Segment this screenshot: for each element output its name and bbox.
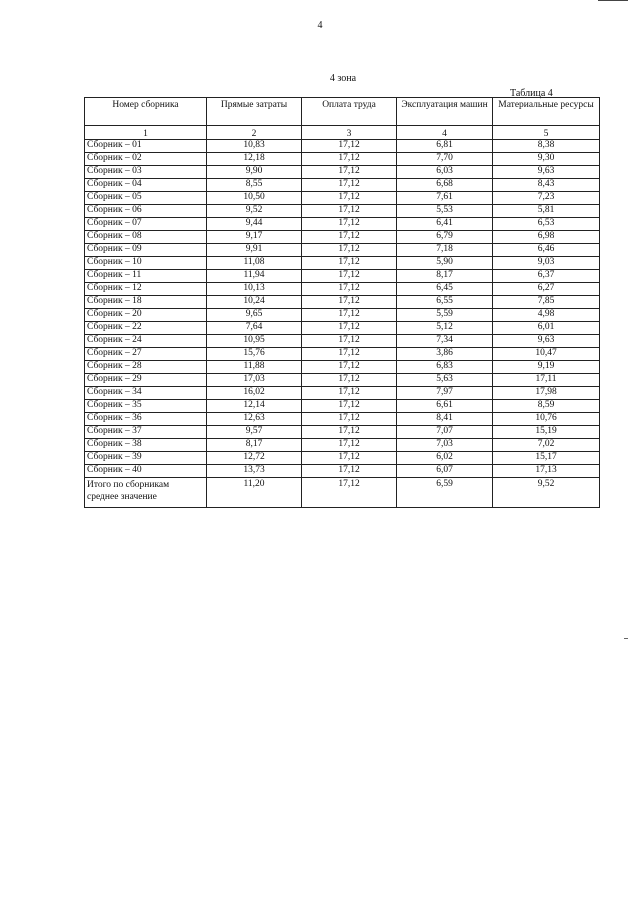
direct-costs-value: 11,08 [207, 257, 302, 270]
collection-name: Сборник – 02 [85, 153, 207, 166]
machine-operation-value: 8,17 [397, 270, 493, 283]
column-number: 3 [302, 126, 397, 140]
collection-name: Сборник – 34 [85, 387, 207, 400]
table-row [85, 374, 600, 387]
collection-name: Сборник – 35 [85, 400, 207, 413]
data-table [84, 97, 600, 508]
material-resources-value: 9,03 [493, 257, 600, 270]
column-number: 5 [493, 126, 600, 140]
machine-operation-value: 7,18 [397, 244, 493, 257]
labor-pay-value: 17,12 [302, 439, 397, 452]
labor-pay-value: 17,12 [302, 309, 397, 322]
machine-operation-value: 7,70 [397, 153, 493, 166]
labor-pay-value: 17,12 [302, 426, 397, 439]
column-number: 4 [397, 126, 493, 140]
material-resources-value: 9,63 [493, 166, 600, 179]
machine-operation-value: 7,61 [397, 192, 493, 205]
collection-name: Сборник – 28 [85, 361, 207, 374]
total-material-resources: 9,52 [493, 478, 600, 508]
column-number: 2 [207, 126, 302, 140]
labor-pay-value: 17,12 [302, 374, 397, 387]
direct-costs-value: 10,83 [207, 140, 302, 153]
column-number: 1 [85, 126, 207, 140]
labor-pay-value: 17,12 [302, 179, 397, 192]
direct-costs-value: 12,72 [207, 452, 302, 465]
labor-pay-value: 17,12 [302, 322, 397, 335]
collection-name: Сборник – 01 [85, 140, 207, 153]
labor-pay-value: 17,12 [302, 283, 397, 296]
material-resources-value: 5,81 [493, 205, 600, 218]
scan-corner-mark [598, 0, 628, 1]
table-row [85, 387, 600, 400]
machine-operation-value: 6,79 [397, 231, 493, 244]
table-row [85, 218, 600, 231]
machine-operation-value: 8,41 [397, 413, 493, 426]
total-row [85, 478, 600, 508]
machine-operation-value: 6,02 [397, 452, 493, 465]
table-row [85, 192, 600, 205]
machine-operation-value: 5,63 [397, 374, 493, 387]
labor-pay-value: 17,12 [302, 192, 397, 205]
machine-operation-value: 6,68 [397, 179, 493, 192]
header-direct-costs: Прямые затраты [207, 98, 302, 126]
collection-name: Сборник – 37 [85, 426, 207, 439]
header-material-resources: Материальные ресурсы [493, 98, 600, 126]
collection-name: Сборник – 09 [85, 244, 207, 257]
machine-operation-value: 3,86 [397, 348, 493, 361]
direct-costs-value: 12,63 [207, 413, 302, 426]
machine-operation-value: 5,12 [397, 322, 493, 335]
collection-name: Сборник – 07 [85, 218, 207, 231]
material-resources-value: 7,85 [493, 296, 600, 309]
table-row [85, 348, 600, 361]
material-resources-value: 7,23 [493, 192, 600, 205]
collection-name: Сборник – 04 [85, 179, 207, 192]
collection-name: Сборник – 12 [85, 283, 207, 296]
machine-operation-value: 6,81 [397, 140, 493, 153]
labor-pay-value: 17,12 [302, 270, 397, 283]
column-number-row [85, 126, 600, 140]
material-resources-value: 6,53 [493, 218, 600, 231]
labor-pay-value: 17,12 [302, 218, 397, 231]
collection-name: Сборник – 18 [85, 296, 207, 309]
total-machine-operation: 6,59 [397, 478, 493, 508]
direct-costs-value: 9,91 [207, 244, 302, 257]
direct-costs-value: 10,50 [207, 192, 302, 205]
total-labor-pay: 17,12 [302, 478, 397, 508]
zone-title: 4 зона [329, 73, 357, 84]
direct-costs-value: 8,17 [207, 439, 302, 452]
table-row [85, 439, 600, 452]
labor-pay-value: 17,12 [302, 335, 397, 348]
material-resources-value: 4,98 [493, 309, 600, 322]
labor-pay-value: 17,12 [302, 166, 397, 179]
machine-operation-value: 5,53 [397, 205, 493, 218]
table-row [85, 283, 600, 296]
table-row [85, 270, 600, 283]
collection-name: Сборник – 20 [85, 309, 207, 322]
material-resources-value: 15,17 [493, 452, 600, 465]
table-row [85, 465, 600, 478]
material-resources-value: 6,37 [493, 270, 600, 283]
machine-operation-value: 6,45 [397, 283, 493, 296]
material-resources-value: 8,38 [493, 140, 600, 153]
table-row [85, 413, 600, 426]
labor-pay-value: 17,12 [302, 244, 397, 257]
labor-pay-value: 17,12 [302, 387, 397, 400]
direct-costs-value: 9,90 [207, 166, 302, 179]
machine-operation-value: 6,07 [397, 465, 493, 478]
collection-name: Сборник – 40 [85, 465, 207, 478]
machine-operation-value: 5,59 [397, 309, 493, 322]
labor-pay-value: 17,12 [302, 140, 397, 153]
machine-operation-value: 6,41 [397, 218, 493, 231]
material-resources-value: 6,27 [493, 283, 600, 296]
material-resources-value: 15,19 [493, 426, 600, 439]
table-row [85, 153, 600, 166]
labor-pay-value: 17,12 [302, 361, 397, 374]
material-resources-value: 6,98 [493, 231, 600, 244]
material-resources-value: 17,13 [493, 465, 600, 478]
table-row [85, 426, 600, 439]
table-row [85, 335, 600, 348]
direct-costs-value: 7,64 [207, 322, 302, 335]
collection-name: Сборник – 24 [85, 335, 207, 348]
direct-costs-value: 10,24 [207, 296, 302, 309]
collection-name: Сборник – 03 [85, 166, 207, 179]
collection-name: Сборник – 38 [85, 439, 207, 452]
table-row [85, 400, 600, 413]
direct-costs-value: 9,65 [207, 309, 302, 322]
labor-pay-value: 17,12 [302, 348, 397, 361]
labor-pay-value: 17,12 [302, 296, 397, 309]
table-row [85, 244, 600, 257]
collection-name: Сборник – 05 [85, 192, 207, 205]
labor-pay-value: 17,12 [302, 465, 397, 478]
material-resources-value: 10,76 [493, 413, 600, 426]
table-row [85, 205, 600, 218]
total-label-line: Итого по сборникам [87, 480, 170, 490]
machine-operation-value: 7,07 [397, 426, 493, 439]
direct-costs-value: 13,73 [207, 465, 302, 478]
material-resources-value: 6,46 [493, 244, 600, 257]
table-row [85, 361, 600, 374]
labor-pay-value: 17,12 [302, 153, 397, 166]
table-row [85, 231, 600, 244]
machine-operation-value: 6,03 [397, 166, 493, 179]
labor-pay-value: 17,12 [302, 400, 397, 413]
table-caption: Таблица 4 [510, 88, 553, 99]
direct-costs-value: 15,76 [207, 348, 302, 361]
material-resources-value: 8,59 [493, 400, 600, 413]
direct-costs-value: 10,13 [207, 283, 302, 296]
collection-name: Сборник – 29 [85, 374, 207, 387]
table-row [85, 322, 600, 335]
labor-pay-value: 17,12 [302, 205, 397, 218]
labor-pay-value: 17,12 [302, 452, 397, 465]
labor-pay-value: 17,12 [302, 231, 397, 244]
labor-pay-value: 17,12 [302, 413, 397, 426]
collection-name: Сборник – 36 [85, 413, 207, 426]
material-resources-value: 6,01 [493, 322, 600, 335]
table-row [85, 257, 600, 270]
direct-costs-value: 12,18 [207, 153, 302, 166]
direct-costs-value: 11,88 [207, 361, 302, 374]
machine-operation-value: 7,03 [397, 439, 493, 452]
direct-costs-value: 8,55 [207, 179, 302, 192]
machine-operation-value: 6,61 [397, 400, 493, 413]
direct-costs-value: 9,57 [207, 426, 302, 439]
total-label [85, 478, 207, 508]
total-direct-costs: 11,20 [207, 478, 302, 508]
table-row [85, 309, 600, 322]
header-machine-operation: Эксплуатация машин [397, 98, 493, 126]
collection-name: Сборник – 11 [85, 270, 207, 283]
machine-operation-value: 7,34 [397, 335, 493, 348]
scan-edge-mark [624, 638, 628, 639]
material-resources-value: 7,02 [493, 439, 600, 452]
collection-name: Сборник – 22 [85, 322, 207, 335]
collection-name: Сборник – 10 [85, 257, 207, 270]
direct-costs-value: 11,94 [207, 270, 302, 283]
direct-costs-value: 12,14 [207, 400, 302, 413]
collection-name: Сборник – 06 [85, 205, 207, 218]
header-collection-number: Номер сборника [85, 98, 207, 126]
table-row [85, 140, 600, 153]
direct-costs-value: 9,17 [207, 231, 302, 244]
table-row [85, 179, 600, 192]
material-resources-value: 9,30 [493, 153, 600, 166]
collection-name: Сборник – 39 [85, 452, 207, 465]
machine-operation-value: 6,83 [397, 361, 493, 374]
machine-operation-value: 6,55 [397, 296, 493, 309]
table-body [85, 140, 600, 478]
material-resources-value: 9,19 [493, 361, 600, 374]
total-label-line: среднее значение [87, 491, 157, 502]
table-header-row [85, 98, 600, 126]
table-row [85, 452, 600, 465]
machine-operation-value: 5,90 [397, 257, 493, 270]
direct-costs-value: 9,52 [207, 205, 302, 218]
labor-pay-value: 17,12 [302, 257, 397, 270]
collection-name: Сборник – 27 [85, 348, 207, 361]
material-resources-value: 10,47 [493, 348, 600, 361]
page-number: 4 [317, 20, 323, 31]
header-labor-pay: Оплата труда [302, 98, 397, 126]
table-row [85, 296, 600, 309]
material-resources-value: 17,98 [493, 387, 600, 400]
direct-costs-value: 17,03 [207, 374, 302, 387]
material-resources-value: 9,63 [493, 335, 600, 348]
material-resources-value: 17,11 [493, 374, 600, 387]
direct-costs-value: 10,95 [207, 335, 302, 348]
direct-costs-value: 16,02 [207, 387, 302, 400]
material-resources-value: 8,43 [493, 179, 600, 192]
table-row [85, 166, 600, 179]
direct-costs-value: 9,44 [207, 218, 302, 231]
machine-operation-value: 7,97 [397, 387, 493, 400]
collection-name: Сборник – 08 [85, 231, 207, 244]
